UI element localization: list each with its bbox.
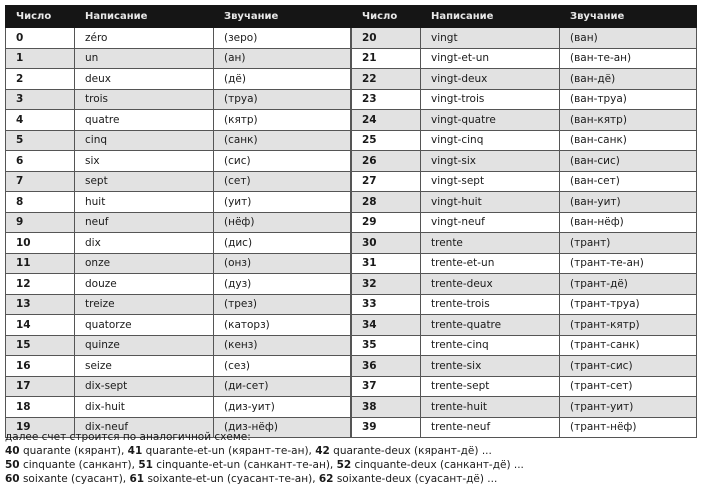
continuation-number: 51 <box>138 459 153 471</box>
pronunciation-cell: (трант) <box>560 233 697 254</box>
number-cell: 33 <box>352 294 421 315</box>
spelling-cell: vingt-cinq <box>421 130 560 151</box>
number-cell: 5 <box>6 130 75 151</box>
spelling-cell: treize <box>75 294 214 315</box>
spelling-cell: trente-huit <box>421 397 560 418</box>
header-number: Число <box>6 6 75 28</box>
pronunciation-cell: (санк) <box>214 130 351 151</box>
table-row <box>6 397 351 418</box>
pronunciation-cell: (трант-дё) <box>560 274 697 295</box>
number-cell: 25 <box>352 130 421 151</box>
table-row <box>6 48 351 69</box>
table-row <box>6 335 351 356</box>
pronunciation-cell: (дис) <box>214 233 351 254</box>
spelling-cell: vingt-quatre <box>421 110 560 131</box>
numbers-table-20-39 <box>351 5 697 438</box>
number-cell: 6 <box>6 151 75 172</box>
pronunciation-cell: (сез) <box>214 356 351 377</box>
pronunciation-cell: (нёф) <box>214 212 351 233</box>
number-cell: 0 <box>6 28 75 49</box>
spelling-cell: trente <box>421 233 560 254</box>
number-cell: 28 <box>352 192 421 213</box>
table-row <box>352 110 697 131</box>
table-row <box>6 151 351 172</box>
number-cell: 32 <box>352 274 421 295</box>
number-cell: 19 <box>6 417 75 438</box>
number-cell: 22 <box>352 69 421 90</box>
table-header-row <box>352 6 697 28</box>
spelling-cell: huit <box>75 192 214 213</box>
continuation-line <box>5 472 524 486</box>
continuation-text: cinquante-et-un (санкант-те-ан), <box>152 459 337 471</box>
continuation-text: soixante-et-un (суасант-те-ан), <box>144 473 319 485</box>
table-row <box>6 294 351 315</box>
table-row <box>6 130 351 151</box>
number-cell: 38 <box>352 397 421 418</box>
number-cell: 16 <box>6 356 75 377</box>
spelling-cell: vingt <box>421 28 560 49</box>
spelling-cell: seize <box>75 356 214 377</box>
number-cell: 18 <box>6 397 75 418</box>
pronunciation-cell: (труа) <box>214 89 351 110</box>
pronunciation-cell: (трез) <box>214 294 351 315</box>
pronunciation-cell: (трант-нёф) <box>560 417 697 438</box>
number-cell: 2 <box>6 69 75 90</box>
number-cell: 3 <box>6 89 75 110</box>
number-cell: 4 <box>6 110 75 131</box>
spelling-cell: trente-deux <box>421 274 560 295</box>
number-cell: 24 <box>352 110 421 131</box>
continuation-number: 62 <box>318 473 334 485</box>
pronunciation-cell: (ван-кятр) <box>560 110 697 131</box>
continuation-text: cinquante-deux (санкант-дё) ... <box>351 459 524 471</box>
pronunciation-cell: (уит) <box>214 192 351 213</box>
continuation-number: 41 <box>127 445 143 457</box>
spelling-cell: zéro <box>75 28 214 49</box>
table-row <box>352 69 697 90</box>
spelling-cell: dix-huit <box>75 397 214 418</box>
number-cell: 37 <box>352 376 421 397</box>
pronunciation-cell: (ван-уит) <box>560 192 697 213</box>
continuation-number: 52 <box>336 459 352 471</box>
pronunciation-cell: (сет) <box>214 171 351 192</box>
pronunciation-cell: (ван-труа) <box>560 89 697 110</box>
spelling-cell: trente-neuf <box>421 417 560 438</box>
continuation-intro: далее счет строится по аналогичной схеме: <box>5 431 251 443</box>
pronunciation-cell: (ван-дё) <box>560 69 697 90</box>
pronunciation-cell: (диз-нёф) <box>214 417 351 438</box>
table-row <box>6 315 351 336</box>
table-row <box>6 192 351 213</box>
number-cell: 29 <box>352 212 421 233</box>
continuation-number: 42 <box>315 445 330 457</box>
pronunciation-cell: (трант-сет) <box>560 376 697 397</box>
number-tables <box>5 5 695 438</box>
spelling-cell: quinze <box>75 335 214 356</box>
table-row <box>6 253 351 274</box>
spelling-cell: vingt-sept <box>421 171 560 192</box>
pronunciation-cell: (ван-сет) <box>560 171 697 192</box>
number-cell: 34 <box>352 315 421 336</box>
number-cell: 7 <box>6 171 75 192</box>
spelling-cell: vingt-deux <box>421 69 560 90</box>
table-row <box>352 376 697 397</box>
number-cell: 36 <box>352 356 421 377</box>
continuation-text: quarante-deux (кярант-дё) ... <box>329 445 492 457</box>
number-cell: 27 <box>352 171 421 192</box>
number-cell: 13 <box>6 294 75 315</box>
continuation-number: 50 <box>5 459 20 471</box>
pronunciation-cell: (трант-те-ан) <box>560 253 697 274</box>
pronunciation-cell: (трант-труа) <box>560 294 697 315</box>
table-row <box>352 233 697 254</box>
number-cell: 35 <box>352 335 421 356</box>
spelling-cell: trente-quatre <box>421 315 560 336</box>
table-row <box>352 253 697 274</box>
spelling-cell: vingt-et-un <box>421 48 560 69</box>
spelling-cell: dix <box>75 233 214 254</box>
spelling-cell: sept <box>75 171 214 192</box>
continuation-number: 40 <box>5 445 20 457</box>
table-row <box>352 212 697 233</box>
table-row <box>6 356 351 377</box>
table-row <box>6 274 351 295</box>
table-row <box>352 151 697 172</box>
pronunciation-cell: (ван-сис) <box>560 151 697 172</box>
spelling-cell: trente-trois <box>421 294 560 315</box>
header-spelling: Написание <box>75 6 214 28</box>
spelling-cell: cinq <box>75 130 214 151</box>
pronunciation-cell: (диз-уит) <box>214 397 351 418</box>
spelling-cell: onze <box>75 253 214 274</box>
spelling-cell: neuf <box>75 212 214 233</box>
spelling-cell: quatre <box>75 110 214 131</box>
header-pronunciation: Звучание <box>560 6 697 28</box>
spelling-cell: quatorze <box>75 315 214 336</box>
table-row <box>352 315 697 336</box>
table-row <box>352 171 697 192</box>
number-cell: 30 <box>352 233 421 254</box>
spelling-cell: trente-six <box>421 356 560 377</box>
pronunciation-cell: (ван) <box>560 28 697 49</box>
number-cell: 11 <box>6 253 75 274</box>
table-row <box>6 212 351 233</box>
continuation-text: quarante-et-un (кярант-те-ан), <box>142 445 316 457</box>
spelling-cell: six <box>75 151 214 172</box>
pronunciation-cell: (трант-санк) <box>560 335 697 356</box>
table-row <box>352 356 697 377</box>
spelling-cell: dix-neuf <box>75 417 214 438</box>
number-cell: 26 <box>352 151 421 172</box>
header-number: Число <box>352 6 421 28</box>
table-row <box>6 69 351 90</box>
header-spelling: Написание <box>421 6 560 28</box>
table-row <box>352 89 697 110</box>
number-cell: 23 <box>352 89 421 110</box>
spelling-cell: dix-sept <box>75 376 214 397</box>
number-cell: 21 <box>352 48 421 69</box>
pronunciation-cell: (трант-уит) <box>560 397 697 418</box>
number-cell: 39 <box>352 417 421 438</box>
continuation-number: 60 <box>5 473 20 485</box>
table-row <box>6 89 351 110</box>
table-row <box>352 192 697 213</box>
pronunciation-cell: (онз) <box>214 253 351 274</box>
table-row <box>352 294 697 315</box>
number-cell: 10 <box>6 233 75 254</box>
header-pronunciation: Звучание <box>214 6 351 28</box>
pronunciation-cell: (сис) <box>214 151 351 172</box>
pronunciation-cell: (трант-сис) <box>560 356 697 377</box>
spelling-cell: trente-et-un <box>421 253 560 274</box>
pronunciation-cell: (ван-санк) <box>560 130 697 151</box>
continuation-text: quarante (кярант), <box>19 445 128 457</box>
continuation-number: 61 <box>129 473 145 485</box>
continuation-line <box>5 444 524 458</box>
number-cell: 8 <box>6 192 75 213</box>
spelling-cell: trente-cinq <box>421 335 560 356</box>
table-row <box>352 274 697 295</box>
spelling-cell: trente-sept <box>421 376 560 397</box>
table-row <box>352 335 697 356</box>
number-cell: 9 <box>6 212 75 233</box>
table-row <box>6 28 351 49</box>
table-row <box>352 28 697 49</box>
number-cell: 15 <box>6 335 75 356</box>
continuation-line <box>5 458 524 472</box>
table-row <box>352 48 697 69</box>
table-row <box>6 376 351 397</box>
continuation-text: soixante (суасант), <box>19 473 130 485</box>
pronunciation-cell: (трант-кятр) <box>560 315 697 336</box>
spelling-cell: vingt-huit <box>421 192 560 213</box>
number-cell: 1 <box>6 48 75 69</box>
number-cell: 31 <box>352 253 421 274</box>
pronunciation-cell: (дё) <box>214 69 351 90</box>
numbers-table-0-19 <box>5 5 351 438</box>
table-row <box>352 130 697 151</box>
pronunciation-cell: (дуз) <box>214 274 351 295</box>
continuation-text: cinquante (санкант), <box>19 459 139 471</box>
pronunciation-cell: (кятр) <box>214 110 351 131</box>
table-row <box>6 110 351 131</box>
spelling-cell: vingt-six <box>421 151 560 172</box>
continuation-text: soixante-deux (суасант-дё) ... <box>333 473 498 485</box>
spelling-cell: vingt-trois <box>421 89 560 110</box>
number-cell: 20 <box>352 28 421 49</box>
spelling-cell: douze <box>75 274 214 295</box>
number-cell: 17 <box>6 376 75 397</box>
spelling-cell: un <box>75 48 214 69</box>
pronunciation-cell: (ван-те-ан) <box>560 48 697 69</box>
pronunciation-cell: (зеро) <box>214 28 351 49</box>
spelling-cell: deux <box>75 69 214 90</box>
pronunciation-cell: (ван-нёф) <box>560 212 697 233</box>
pronunciation-cell: (кенз) <box>214 335 351 356</box>
pronunciation-cell: (каторз) <box>214 315 351 336</box>
table-row <box>6 171 351 192</box>
spelling-cell: vingt-neuf <box>421 212 560 233</box>
pronunciation-cell: (ди-сет) <box>214 376 351 397</box>
number-cell: 12 <box>6 274 75 295</box>
pronunciation-cell: (ан) <box>214 48 351 69</box>
table-row <box>352 397 697 418</box>
number-cell: 14 <box>6 315 75 336</box>
continuation-note <box>5 430 524 486</box>
table-row <box>6 233 351 254</box>
table-header-row <box>6 6 351 28</box>
spelling-cell: trois <box>75 89 214 110</box>
